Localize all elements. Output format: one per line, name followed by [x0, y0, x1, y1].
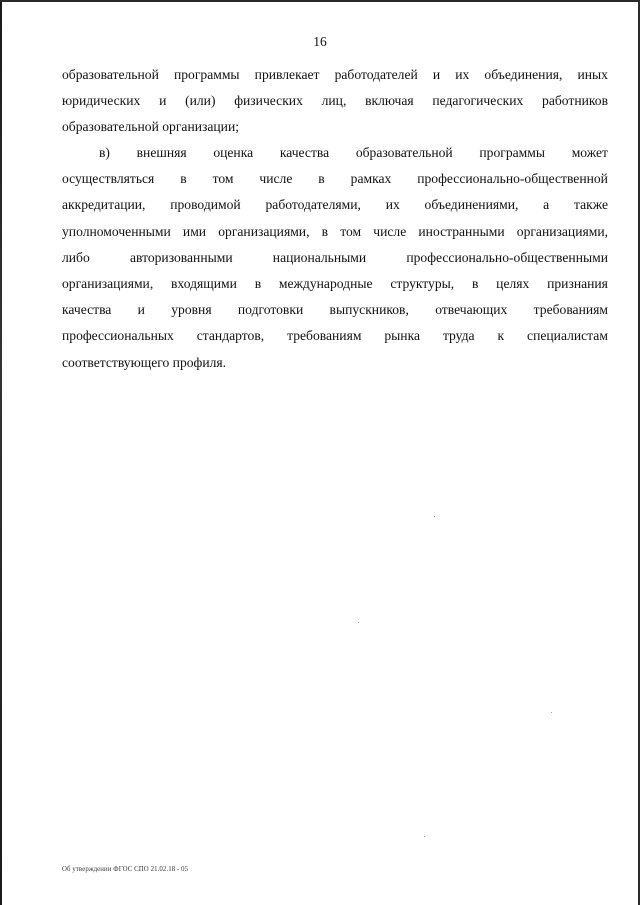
- word: иных: [577, 67, 608, 82]
- scan-speck: [424, 836, 425, 837]
- word: в: [321, 223, 329, 239]
- word: национальными: [272, 249, 367, 265]
- word: профессионально-общественными: [406, 249, 608, 265]
- scan-speck: [434, 516, 435, 517]
- word: профессиональных: [62, 328, 174, 344]
- word: программы: [173, 67, 240, 82]
- word: педагогических: [432, 93, 524, 109]
- word: входящими: [171, 275, 237, 291]
- word: числе: [373, 223, 407, 239]
- paragraph-line: [62, 219, 608, 245]
- word: иностранными: [418, 223, 505, 239]
- word: их: [385, 197, 400, 213]
- word: и: [432, 67, 441, 82]
- word: том: [212, 171, 234, 187]
- word: стандартов,: [196, 328, 265, 344]
- word: организациями,: [62, 275, 154, 291]
- word: и: [159, 93, 167, 109]
- word: рынка: [384, 328, 420, 344]
- word: проводимой: [170, 197, 241, 213]
- word: соответствующего профиля.: [62, 354, 227, 370]
- word: программы: [479, 145, 546, 160]
- word: ими: [182, 223, 207, 239]
- word: аккредитации,: [62, 197, 146, 213]
- paragraph-line: [62, 62, 608, 88]
- paragraph-line: [62, 140, 608, 166]
- word: (или): [185, 93, 216, 109]
- word: специалистам: [527, 328, 608, 344]
- word: а: [543, 197, 550, 213]
- word: отвечающих: [435, 302, 508, 318]
- word: целях: [496, 275, 530, 291]
- paragraph-line: [62, 245, 608, 271]
- paragraph-line: [62, 350, 608, 376]
- paragraph-2: [62, 140, 608, 376]
- word: работников: [542, 93, 608, 109]
- word: профессионально-общественной: [417, 171, 608, 187]
- word: труда: [442, 328, 475, 344]
- word: привлекает: [254, 67, 320, 82]
- word: выпускников,: [329, 302, 409, 318]
- paragraph-line: [62, 323, 608, 349]
- scan-speck: [358, 622, 359, 623]
- paragraph-line: [62, 114, 608, 140]
- word: образовательной: [62, 67, 159, 82]
- word: качества: [279, 145, 330, 160]
- word: работодателями,: [265, 197, 361, 213]
- word: числе: [259, 171, 293, 187]
- word: в: [180, 171, 187, 187]
- word: рамках: [350, 171, 392, 187]
- word: к: [497, 328, 505, 344]
- word: требованиям: [533, 302, 608, 318]
- word: объединениями,: [424, 197, 519, 213]
- word: объединения,: [484, 67, 563, 82]
- word: структуры,: [390, 275, 455, 291]
- word: организациями,: [218, 223, 310, 239]
- paragraph-line: [62, 297, 608, 323]
- word: работодателей: [334, 67, 418, 82]
- word: включая: [365, 93, 414, 109]
- word: требованиям: [287, 328, 362, 344]
- scan-speck: [551, 712, 552, 713]
- word: и: [137, 302, 145, 318]
- word: международные: [278, 275, 373, 291]
- word: лиц,: [321, 93, 347, 109]
- word: образовательной организации;: [62, 119, 240, 135]
- word: физических: [234, 93, 303, 109]
- word: подготовки: [237, 302, 304, 318]
- word: их: [455, 67, 470, 82]
- word: может: [571, 145, 608, 160]
- word: уровня: [171, 302, 212, 318]
- word: оценка: [213, 145, 254, 160]
- word: юридических: [62, 93, 141, 109]
- word: том: [340, 223, 362, 239]
- paragraph-1: [62, 62, 608, 141]
- document-footer: Об утверждении ФГОС СПО 21.02.18 - 05: [62, 866, 189, 873]
- scan-border-top: [0, 0, 640, 2]
- word: также: [574, 197, 608, 213]
- word: образовательной: [355, 145, 453, 160]
- word: в): [99, 145, 110, 160]
- word: уполномоченными: [62, 223, 171, 239]
- word: организациями,: [516, 223, 608, 239]
- paragraph-line: [62, 166, 608, 192]
- scan-border-left: [0, 0, 2, 905]
- word: либо: [62, 249, 90, 265]
- word: осуществляться: [62, 171, 155, 187]
- word: авторизованными: [129, 249, 233, 265]
- paragraph-line: [62, 88, 608, 114]
- page-number: 16: [313, 34, 327, 49]
- word: внешняя: [136, 145, 187, 160]
- paragraph-line: [62, 192, 608, 218]
- word: в: [254, 275, 262, 291]
- word: качества: [62, 302, 112, 318]
- paragraph-line: [62, 271, 608, 297]
- word: в: [471, 275, 479, 291]
- word: признания: [547, 275, 608, 291]
- word: в: [318, 171, 325, 187]
